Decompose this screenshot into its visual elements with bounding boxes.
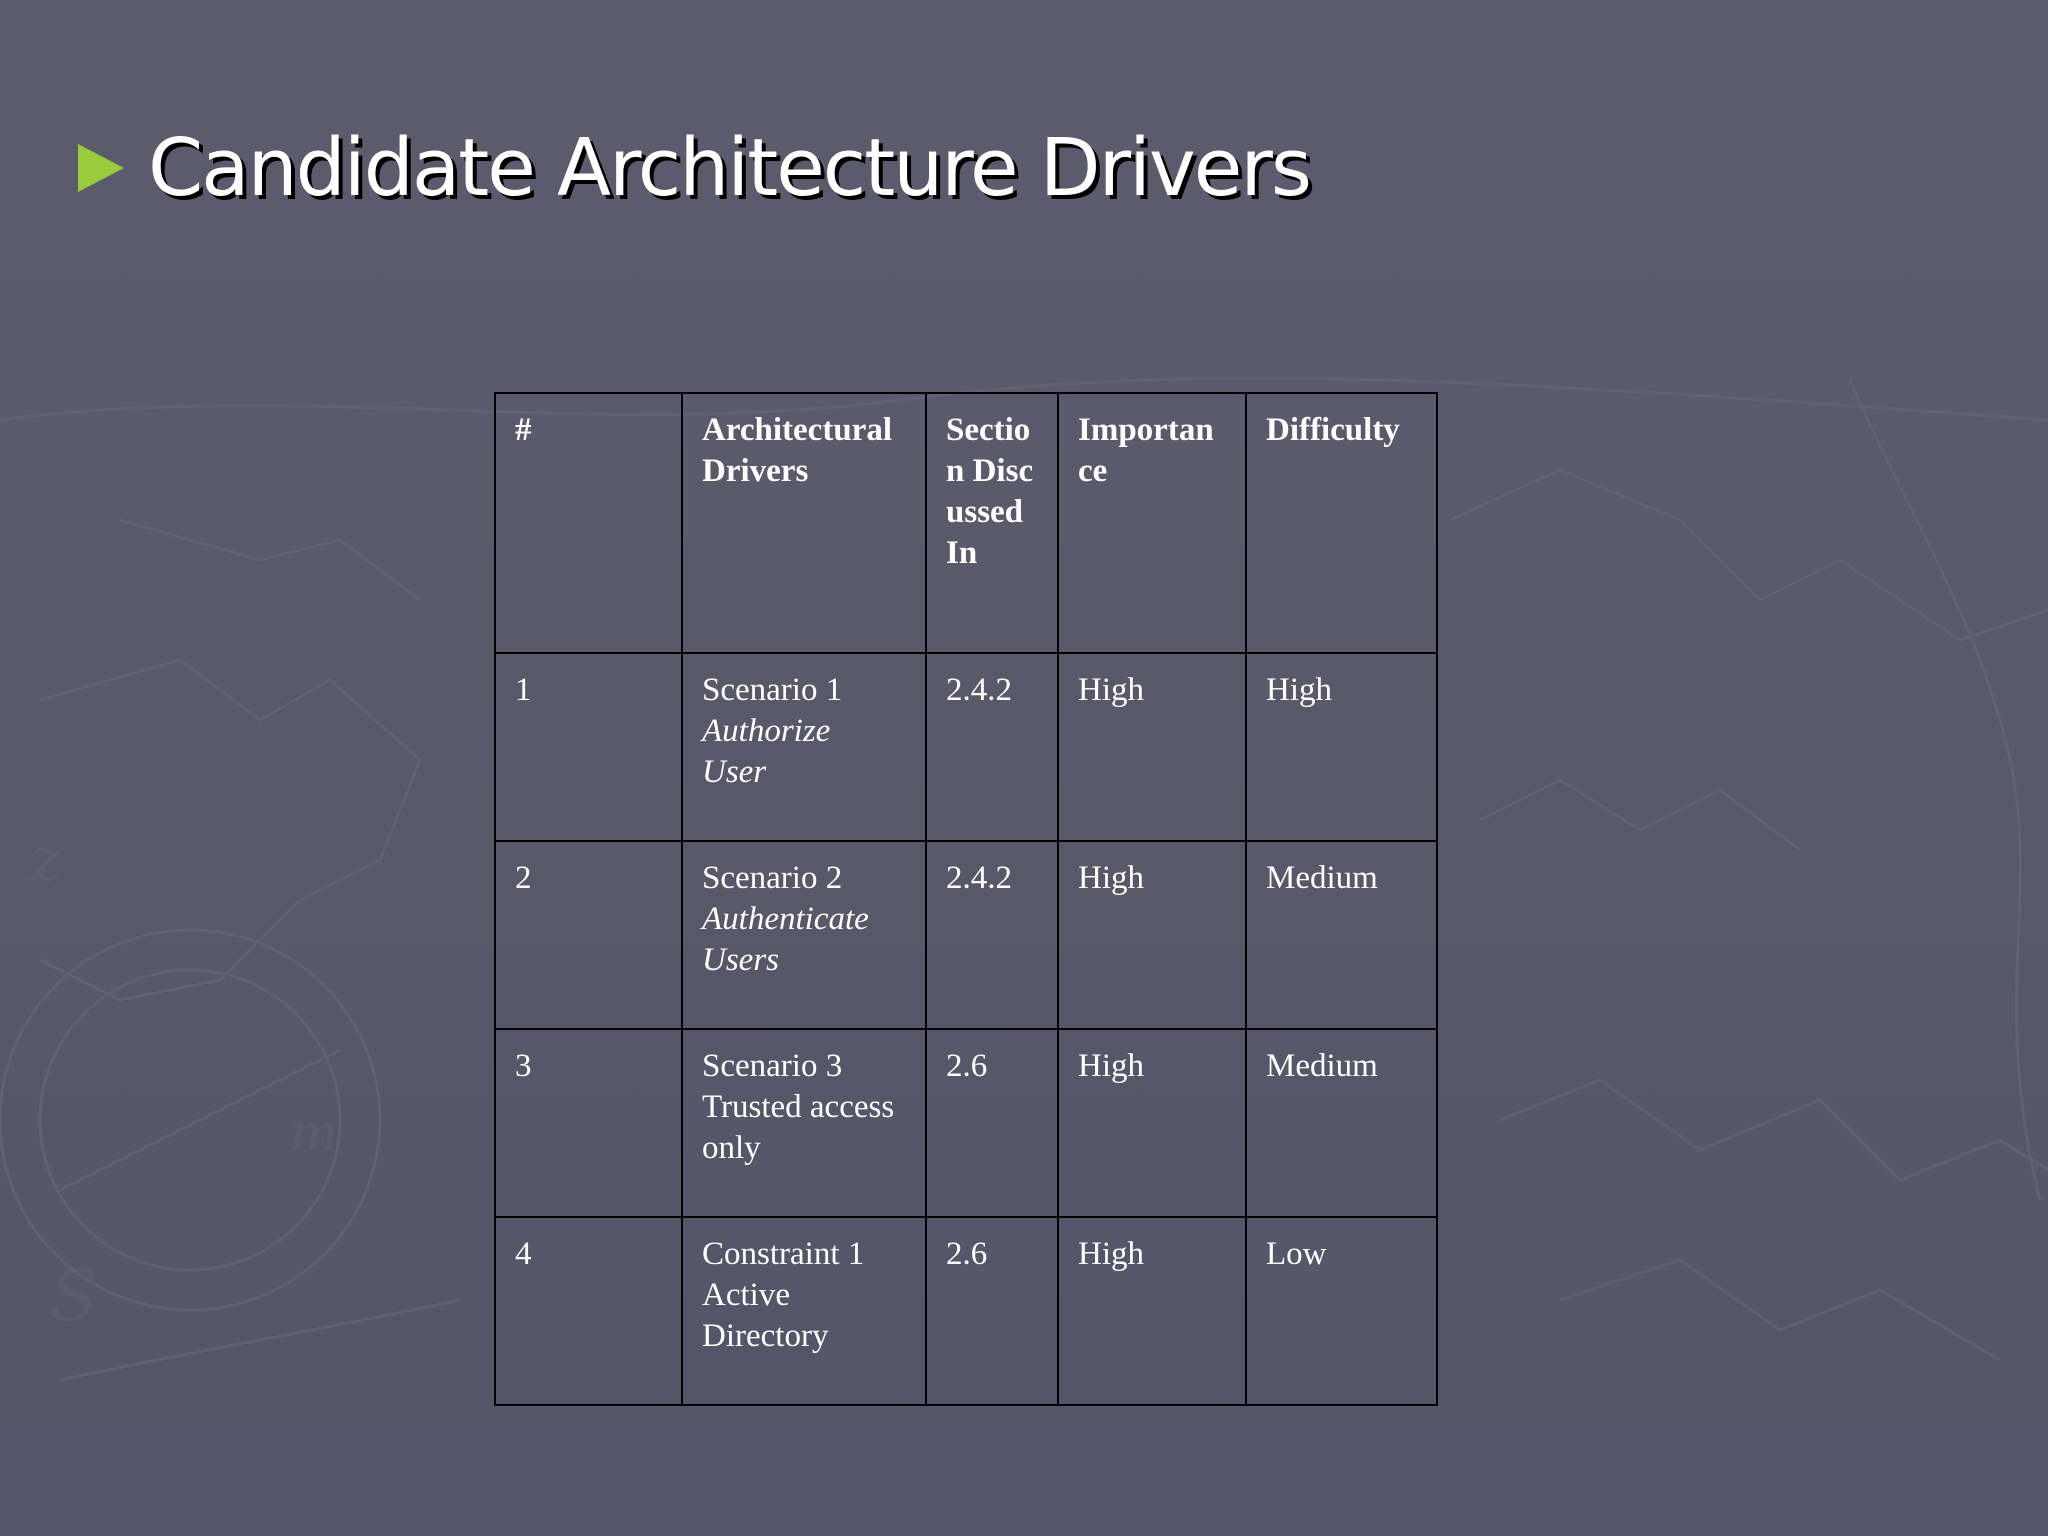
slide-title: Candidate Architecture Drivers [148, 122, 1310, 214]
table-row [495, 653, 1437, 841]
importance-cell: High [1058, 1029, 1246, 1217]
row-number: 2 [495, 841, 682, 1029]
green-triangle-bullet-icon [78, 144, 124, 192]
row-number: 4 [495, 1217, 682, 1405]
header-section-discussed-in: Section Discussed In [926, 393, 1058, 653]
header-importance: Importance [1058, 393, 1246, 653]
driver-name: Scenario 1 [702, 672, 843, 708]
svg-text:S: S [50, 1255, 98, 1337]
section-cell: 2.4.2 [926, 653, 1058, 841]
driver-cell [682, 1029, 926, 1217]
title-row [78, 118, 1310, 218]
table-row [495, 1029, 1437, 1217]
driver-detail-line: User [702, 754, 767, 790]
section-cell: 2.6 [926, 1029, 1058, 1217]
difficulty-cell: High [1246, 653, 1437, 841]
driver-name: Scenario 2 [702, 860, 843, 896]
driver-detail-line: Active [702, 1277, 790, 1313]
section-cell: 2.6 [926, 1217, 1058, 1405]
row-number: 1 [495, 653, 682, 841]
header-architectural-drivers: Architectural Drivers [682, 393, 926, 653]
driver-detail-line: Users [702, 942, 780, 978]
driver-detail-line: Authorize [702, 713, 831, 749]
difficulty-cell: Low [1246, 1217, 1437, 1405]
driver-detail-line: Trusted access [702, 1089, 895, 1125]
table-row [495, 841, 1437, 1029]
table-row [495, 1217, 1437, 1405]
driver-detail-line: Directory [702, 1318, 829, 1354]
importance-cell: High [1058, 841, 1246, 1029]
header-difficulty: Difficulty [1246, 393, 1437, 653]
architecture-drivers-table [494, 392, 1438, 1406]
driver-detail-line: only [702, 1130, 761, 1166]
section-cell: 2.4.2 [926, 841, 1058, 1029]
importance-cell: High [1058, 653, 1246, 841]
driver-cell [682, 841, 926, 1029]
driver-name: Scenario 3 [702, 1048, 843, 1084]
driver-name: Constraint 1 [702, 1236, 865, 1272]
driver-cell [682, 1217, 926, 1405]
header-number: # [495, 393, 682, 653]
svg-text:z: z [30, 825, 62, 895]
driver-cell [682, 653, 926, 841]
table-header-row [495, 393, 1437, 653]
importance-cell: High [1058, 1217, 1246, 1405]
row-number: 3 [495, 1029, 682, 1217]
difficulty-cell: Medium [1246, 1029, 1437, 1217]
difficulty-cell: Medium [1246, 841, 1437, 1029]
svg-text:m: m [290, 1104, 338, 1162]
driver-detail-line: Authenticate [702, 901, 869, 937]
